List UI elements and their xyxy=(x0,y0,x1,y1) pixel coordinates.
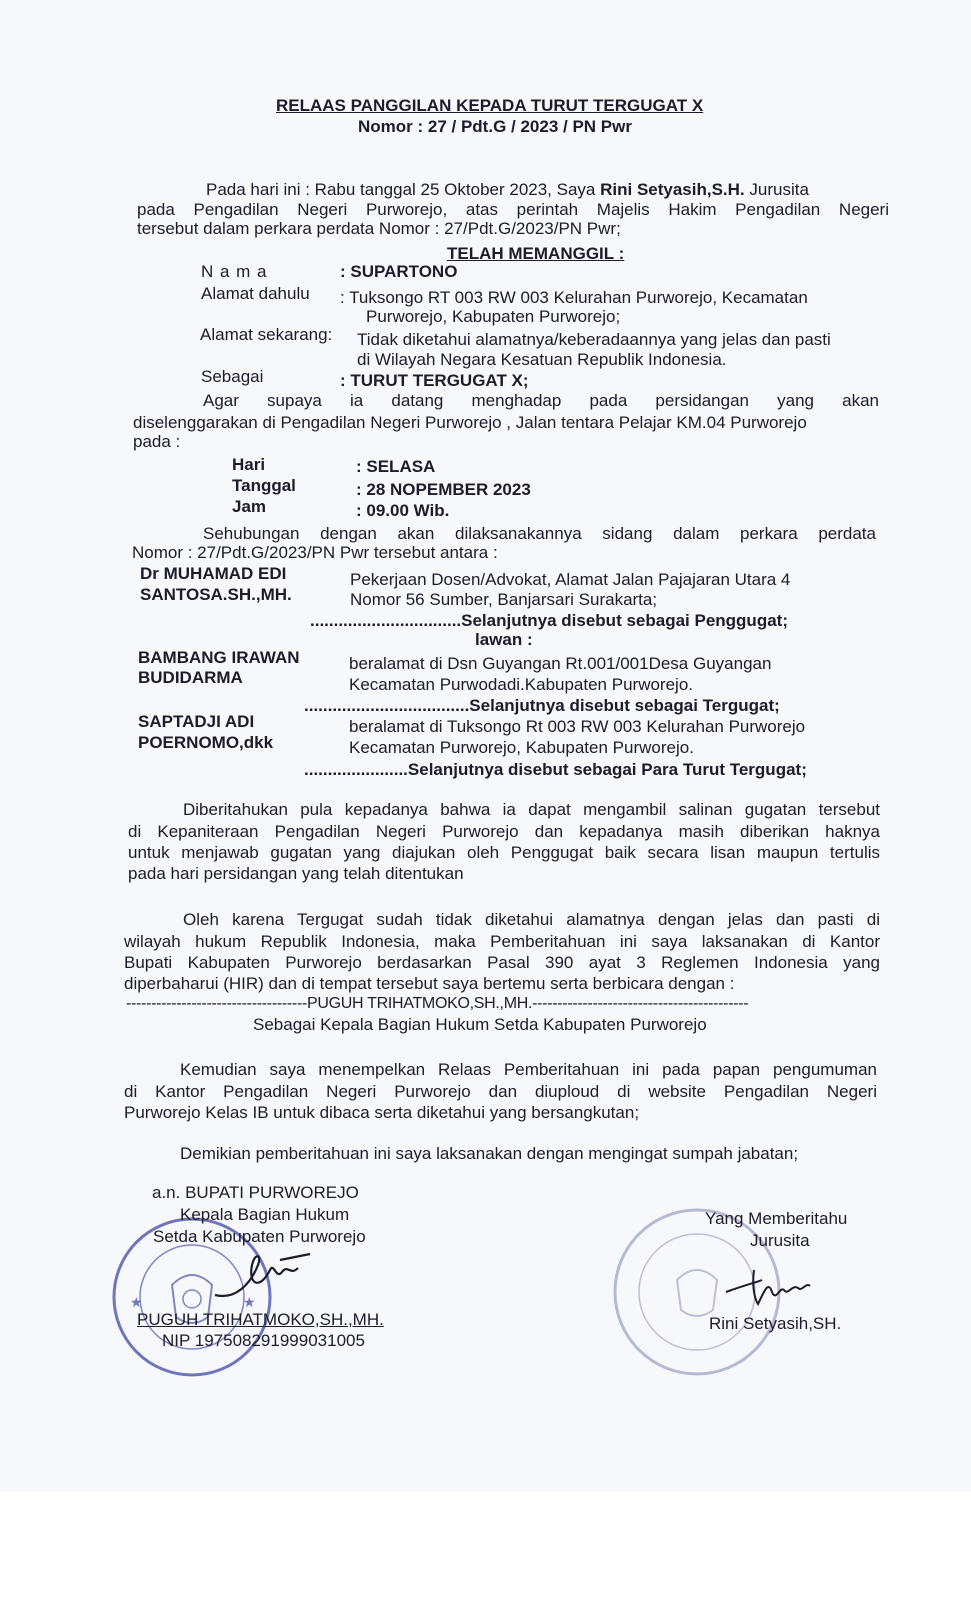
alamat-dahulu-line-1: : Tuksongo RT 003 RW 003 Kelurahan Purworejo, Kecamatan xyxy=(340,288,808,307)
defendant-role: ...................................Selanjutnya disebut sebagai Tergugat; xyxy=(304,696,780,715)
delivery-line-4: diperbaharui (HIR) dan di tempat tersebut saya bertemu serta berbicara dengan : xyxy=(124,974,735,993)
notice-line-1: Diberitahukan pula kepadanya bahwa ia dapat mengambil salinan gugatan tersebut xyxy=(183,800,880,819)
nama-label: N a m a xyxy=(201,262,268,281)
opening-line-2: pada Pengadilan Negeri Purworejo, atas perintah Majelis Hakim Pengadilan Negeri xyxy=(137,200,889,219)
case-intro-1: Sehubungan dengan akan dilaksanakannya sidang dalam perkara perdata xyxy=(203,524,876,543)
svg-text:★: ★ xyxy=(130,1295,143,1311)
defendant-address-1: beralamat di Dsn Guyangan Rt.001/001Desa Guyangan xyxy=(349,654,772,673)
defendant-name-1: BAMBANG IRAWAN xyxy=(138,648,300,667)
right-signature xyxy=(718,1262,838,1312)
defendant-address-2: Kecamatan Purwodadi.Kabupaten Purworejo. xyxy=(349,675,693,694)
opening-text-end: Jurusita xyxy=(744,180,809,199)
signatory-left-nip: NIP 197508291999031005 xyxy=(162,1331,365,1350)
document-title: RELAAS PANGGILAN KEPADA TURUT TERGUGAT X xyxy=(276,96,704,115)
posting-line-1: Kemudian saya menempelkan Relaas Pemberitahuan ini pada papan pengumuman xyxy=(180,1060,877,1079)
official-role: Sebagai Kepala Bagian Hukum Setda Kabupaten Purworejo xyxy=(253,1015,707,1034)
plaintiff-name-2: SANTOSA.SH.,MH. xyxy=(140,585,292,604)
plaintiff-address-2: Nomor 56 Sumber, Banjarsari Surakarta; xyxy=(350,590,658,609)
closing-statement: Demikian pemberitahuan ini saya laksanakan dengan mengingat sumpah jabatan; xyxy=(180,1144,799,1163)
notice-line-2: di Kepaniteraan Pengadilan Negeri Purworejo dan kepadanya masih diberikan haknya xyxy=(128,822,880,841)
posting-line-3: Purworejo Kelas IB untuk dibaca serta diketahui yang bersangkutan; xyxy=(124,1103,640,1122)
co-defendant-role: ......................Selanjutnya disebut sebagai Para Turut Tergugat; xyxy=(304,760,807,779)
document-number: Nomor : 27 / Pdt.G / 2023 / PN Pwr xyxy=(358,117,632,136)
signatory-left-line-1: a.n. BUPATI PURWOREJO xyxy=(152,1183,359,1202)
plaintiff-address-1: Pekerjaan Dosen/Advokat, Alamat Jalan Pajajaran Utara 4 xyxy=(350,570,791,589)
case-intro-2: Nomor : 27/Pdt.G/2023/PN Pwr tersebut antara : xyxy=(132,543,498,562)
signatory-right-line-1: Yang Memberitahu xyxy=(705,1209,848,1228)
signatory-left-name: PUGUH TRIHATMOKO,SH.,MH. xyxy=(137,1310,384,1329)
sebagai-label: Sebagai xyxy=(201,367,264,386)
agenda-intro-3: pada : xyxy=(133,432,181,451)
svg-text:★: ★ xyxy=(243,1295,256,1311)
notice-line-3: untuk menjawab gugatan yang diajukan oleh Penggugat baik secara lisan maupun tertulis xyxy=(128,843,880,862)
co-defendant-address-1: beralamat di Tuksongo Rt 003 RW 003 Kelurahan Purworejo xyxy=(349,717,806,736)
left-signature xyxy=(210,1240,320,1310)
delivery-line-1: Oleh karena Tergugat sudah tidak diketahui alamatnya dengan jelas dan pasti di xyxy=(183,910,880,929)
summons-heading: TELAH MEMANGGIL : xyxy=(447,244,625,263)
signatory-left-line-3: Setda Kabupaten Purworejo xyxy=(153,1227,366,1246)
alamat-sekarang-label: Alamat sekarang: xyxy=(200,325,333,344)
signatory-left-line-2: Kepala Bagian Hukum xyxy=(180,1205,350,1224)
defendant-name-2: BUDIDARMA xyxy=(138,668,243,687)
plaintiff-role: ................................Selanjutnya disebut sebagai Penggugat; xyxy=(310,611,788,630)
agenda-intro-1: Agar supaya ia datang menghadap pada persidangan yang akan xyxy=(203,391,879,410)
opening-line-1 xyxy=(206,180,809,200)
lawan-label: lawan : xyxy=(475,630,533,649)
alamat-dahulu-label: Alamat dahulu xyxy=(201,284,310,303)
signatory-right-line-2: Jurusita xyxy=(750,1231,810,1250)
bailiff-name: Rini Setyasih,S.H. xyxy=(600,180,745,199)
signatory-right-name: Rini Setyasih,SH. xyxy=(709,1314,842,1333)
tanggal-value: : 28 NOPEMBER 2023 xyxy=(356,480,531,499)
co-defendant-name-1: SAPTADJI ADI xyxy=(138,712,255,731)
posting-line-2: di Kantor Pengadilan Negeri Purworejo dan diuploud di website Pengadilan Negeri xyxy=(124,1082,877,1101)
co-defendant-name-2: POERNOMO,dkk xyxy=(138,733,274,752)
alamat-sekarang-line-1: Tidak diketahui alamatnya/keberadaannya yang jelas dan pasti xyxy=(357,330,831,349)
jam-value: : 09.00 Wib. xyxy=(356,501,450,520)
jam-label: Jam xyxy=(232,497,267,516)
agenda-intro-2: diselenggarakan di Pengadilan Negeri Purworejo , Jalan tentara Pelajar KM.04 Purworejo xyxy=(133,413,807,432)
opening-line-3: tersebut dalam perkara perdata Nomor : 27/Pdt.G/2023/PN Pwr; xyxy=(137,219,621,238)
nama-value: : SUPARTONO xyxy=(340,262,458,281)
delivery-line-2: wilayah hukum Republik Indonesia, maka Pemberitahuan ini saya laksanakan di Kantor xyxy=(124,932,880,951)
notice-line-4: pada hari persidangan yang telah ditentukan xyxy=(128,864,464,883)
opening-text: Pada hari ini : Rabu tanggal 25 Oktober 2023, Saya xyxy=(206,180,601,199)
tanggal-label: Tanggal xyxy=(232,476,296,495)
co-defendant-address-2: Kecamatan Purworejo, Kabupaten Purworejo. xyxy=(349,738,694,757)
official-name-line: ------------------------------------PUGUH TRIHATMOKO,SH.,MH.------------------------------------------- xyxy=(126,995,749,1012)
plaintiff-name-1: Dr MUHAMAD EDI xyxy=(140,564,287,583)
alamat-sekarang-line-2: di Wilayah Negara Kesatuan Republik Indonesia. xyxy=(357,350,727,369)
sebagai-value: : TURUT TERGUGAT X; xyxy=(340,371,529,390)
alamat-dahulu-line-2: Purworejo, Kabupaten Purworejo; xyxy=(366,307,621,326)
hari-value: : SELASA xyxy=(356,457,436,476)
hari-label: Hari xyxy=(232,455,266,474)
delivery-line-3: Bupati Kabupaten Purworejo berdasarkan Pasal 390 ayat 3 Reglemen Indonesia yang xyxy=(124,953,880,972)
